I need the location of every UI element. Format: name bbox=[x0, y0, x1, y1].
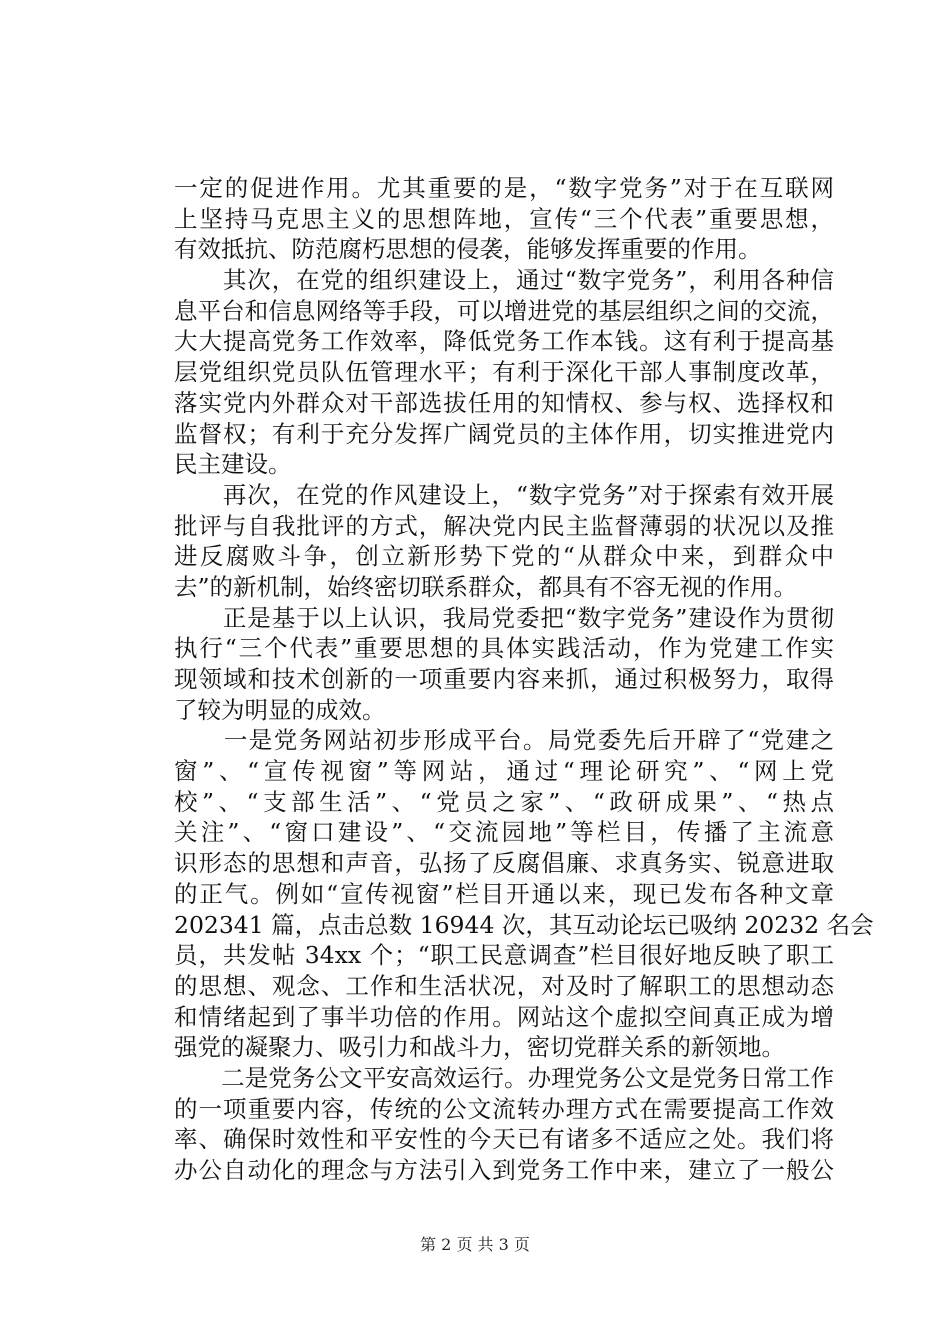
text-line: 校”、“支部生活”、“党员之家”、“政研成果”、“热点 bbox=[174, 787, 834, 816]
text-line: 关注”、“窗口建设”、“交流园地”等栏目，传播了主流意 bbox=[174, 818, 834, 847]
text-line: 了较为明显的成效。 bbox=[174, 695, 386, 724]
document-body bbox=[174, 173, 874, 1186]
text-line: 员，共发帖 34xx 个；“职工民意调查”栏目很好地反映了职工 bbox=[174, 941, 834, 970]
text-line: 识形态的思想和声音，弘扬了反腐倡廉、求真务实、锐意进取 bbox=[174, 849, 834, 878]
text-line: 202341 篇，点击总数 16944 次，其互动论坛已吸纳 20232 名会 bbox=[174, 910, 874, 939]
text-line: 民主建设。 bbox=[174, 450, 292, 479]
text-line: 息平台和信息网络等手段，可以增进党的基层组织之间的交流， bbox=[174, 296, 834, 325]
text-line: 办公自动化的理念与方法引入到党务工作中来，建立了一般公 bbox=[174, 1156, 834, 1184]
text-line: 批评与自我批评的方式，解决党内民主监督薄弱的状况以及推 bbox=[174, 511, 834, 540]
text-line: 去”的新机制，始终密切联系群众，都具有不容无视的作用。 bbox=[174, 572, 798, 601]
text-line: 二是党务公文平安高效运行。办理党务公文是党务日常工作 bbox=[174, 1063, 834, 1092]
text-line: 监督权；有利于充分发挥广阔党员的主体作用，切实推进党内 bbox=[174, 419, 834, 448]
text-line: 上坚持马克思主义的思想阵地，宣传“三个代表”重要思想， bbox=[174, 204, 834, 233]
text-line: 其次，在党的组织建设上，通过“数字党务”，利用各种信 bbox=[174, 266, 834, 295]
text-line: 的思想、观念、工作和生活状况，对及时了解职工的思想动态 bbox=[174, 971, 834, 1000]
text-line: 大大提高党务工作效率，降低党务工作本钱。这有利于提高基 bbox=[174, 327, 834, 356]
text-line: 有效抵抗、防范腐朽思想的侵袭，能够发挥重要的作用。 bbox=[174, 235, 762, 264]
text-line: 正是基于以上认识，我局党委把“数字党务”建设作为贯彻 bbox=[174, 603, 834, 632]
text-line: 窗”、“宣传视窗”等网站，通过“理论研究”、“网上党 bbox=[174, 757, 834, 786]
text-line: 一是党务网站初步形成平台。局党委先后开辟了“党建之 bbox=[174, 726, 834, 755]
text-line: 落实党内外群众对干部选拔任用的知情权、参与权、选择权和 bbox=[174, 388, 834, 417]
text-line: 和情绪起到了事半功倍的作用。网站这个虚拟空间真正成为增 bbox=[174, 1002, 834, 1031]
text-line: 一定的促进作用。尤其重要的是，“数字党务”对于在互联网 bbox=[174, 174, 834, 202]
text-line: 进反腐败斗争，创立新形势下党的“从群众中来，到群众中 bbox=[174, 542, 834, 571]
text-line: 率、确保时效性和平安性的今天已有诸多不适应之处。我们将 bbox=[174, 1125, 834, 1154]
text-line: 的一项重要内容，传统的公文流转办理方式在需要提高工作效 bbox=[174, 1094, 834, 1123]
text-line: 强党的凝聚力、吸引力和战斗力，密切党群关系的新领地。 bbox=[174, 1033, 785, 1062]
text-line: 现领域和技术创新的一项重要内容来抓，通过积极努力，取得 bbox=[174, 665, 834, 693]
text-line: 执行“三个代表”重要思想的具体实践活动，作为党建工作实 bbox=[174, 634, 834, 663]
page-footer: 第 2 页 共 3 页 bbox=[420, 1235, 530, 1254]
text-line: 的正气。例如“宣传视窗”栏目开通以来，现已发布各种文章 bbox=[174, 879, 834, 908]
text-line: 层党组织党员队伍管理水平；有利于深化干部人事制度改革， bbox=[174, 358, 834, 387]
text-line: 再次，在党的作风建设上，“数字党务”对于探索有效开展 bbox=[174, 480, 834, 509]
